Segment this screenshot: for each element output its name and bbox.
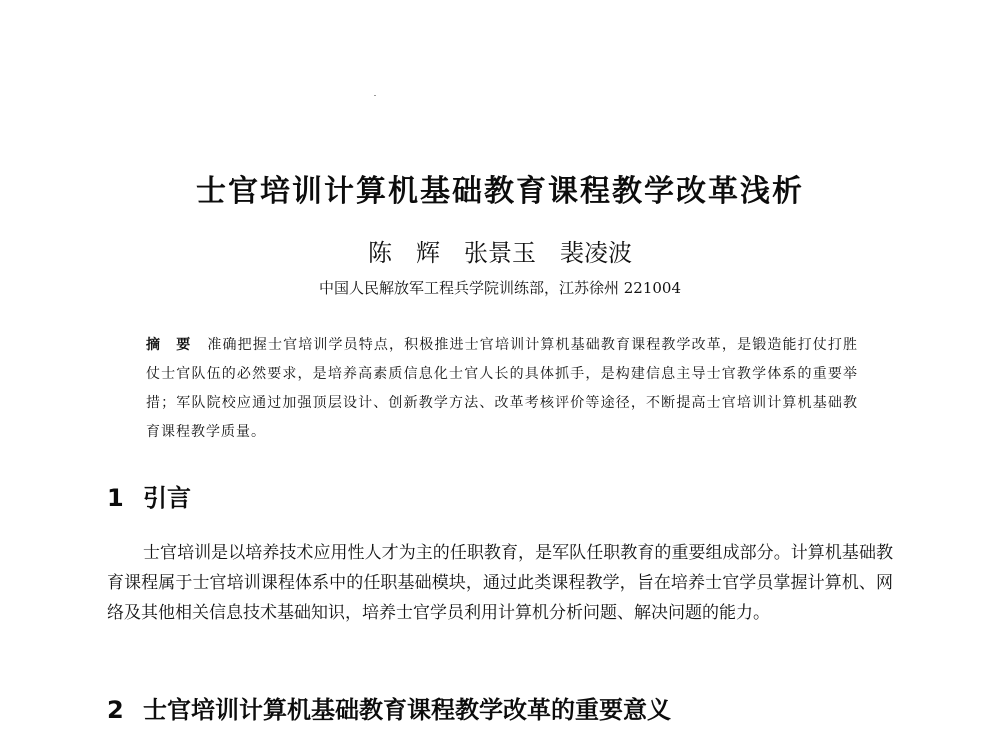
author-list: 陈 辉 张景玉 裴凌波 (368, 239, 632, 267)
abstract-label: 摘 要 (146, 337, 192, 353)
section-title: 引言 (143, 484, 191, 512)
author-affiliation: 中国人民解放军工程兵学院训练部，江苏徐州 221004 (318, 279, 682, 297)
section-title: 士官培训计算机基础教育课程教学改革的重要意义 (143, 696, 671, 724)
paper-title: 士官培训计算机基础教育课程教学改革浅析 (196, 174, 804, 209)
section-heading-introduction (107, 478, 191, 513)
abstract (146, 331, 858, 447)
section-number: 1 (107, 484, 124, 512)
introduction-paragraph: 士官培训是以培养技术应用性人才为主的任职教育，是军队任职教育的重要组成部分。计算机基础教育课程属于士官培训课程体系中的任职基础模块，通过此类课程教学，旨在培养士官学员掌握计算机、网络及其他相关信息技术基础知识，培养士官学员利用计算机分析问题、解决问题的能力。 (107, 543, 893, 623)
section-heading-significance (107, 690, 671, 725)
scan-speck (374, 95, 376, 96)
abstract-text: 准确把握士官培训学员特点，积极推进士官培训计算机基础教育课程教学改革，是锻造能打仗打胜仗士官队伍的必然要求，是培养高素质信息化士官人长的具体抓手，是构建信息主导士官教学体系的重要举措；军队院校应通过加强顶层设计、创新教学方法、改革考核评价等途径，不断提高士官培训计算机基础教育课程教学质量。 (146, 337, 859, 440)
section-number: 2 (107, 696, 124, 724)
